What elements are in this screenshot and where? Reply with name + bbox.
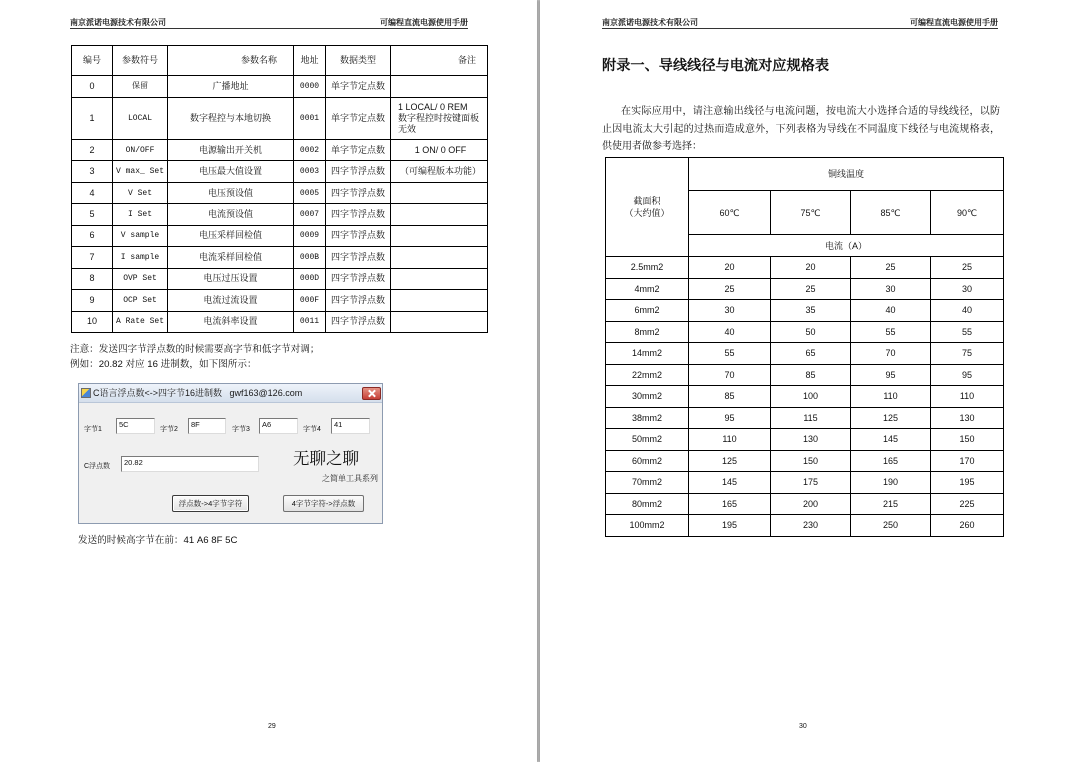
register-parameter-table bbox=[71, 45, 488, 333]
cell-current-60c: 110 bbox=[689, 429, 771, 451]
table-body bbox=[72, 76, 488, 333]
col-header-name: 参数名称 bbox=[168, 46, 294, 76]
cell-area: 80mm2 bbox=[606, 493, 689, 515]
cell-remark bbox=[391, 311, 488, 332]
table-row bbox=[606, 364, 1004, 386]
cell-name: 电压最大值设置 bbox=[168, 161, 294, 182]
cell-area: 22mm2 bbox=[606, 364, 689, 386]
cell-area: 100mm2 bbox=[606, 515, 689, 537]
table-row bbox=[72, 247, 488, 268]
cell-name: 电流采样回检值 bbox=[168, 247, 294, 268]
cell-number: 9 bbox=[72, 290, 113, 311]
cell-current-90c: 40 bbox=[931, 300, 1004, 322]
cell-address: 0009 bbox=[294, 225, 326, 246]
cell-current-90c: 30 bbox=[931, 278, 1004, 300]
byte1-field: 5C bbox=[116, 418, 155, 434]
table-row bbox=[72, 98, 488, 140]
cell-area: 8mm2 bbox=[606, 321, 689, 343]
cell-symbol: V sample bbox=[113, 225, 168, 246]
cell-current-75c: 230 bbox=[771, 515, 851, 537]
col-header-temp-60: 60℃ bbox=[689, 191, 771, 235]
cell-remark: 1 ON/ 0 OFF bbox=[391, 140, 488, 161]
byte-order-note: 注意：发送四字节浮点数的时候需要高字节和低字节对调； bbox=[70, 344, 320, 355]
col-header-area: 截面积 （大约值） bbox=[606, 158, 689, 257]
cell-area: 4mm2 bbox=[606, 278, 689, 300]
cell-current-75c: 115 bbox=[771, 407, 851, 429]
cell-symbol: OCP Set bbox=[113, 290, 168, 311]
cell-current-85c: 55 bbox=[851, 321, 931, 343]
cell-symbol: OVP Set bbox=[113, 268, 168, 289]
cell-current-90c: 195 bbox=[931, 472, 1004, 494]
table-row bbox=[606, 450, 1004, 472]
cell-data-type: 单字节定点数 bbox=[326, 76, 391, 98]
col-header-remark: 备注 bbox=[391, 46, 488, 76]
cell-current-90c: 225 bbox=[931, 493, 1004, 515]
cell-current-85c: 145 bbox=[851, 429, 931, 451]
table-row bbox=[72, 268, 488, 289]
float-field: 20.82 bbox=[121, 456, 259, 472]
cell-current-85c: 215 bbox=[851, 493, 931, 515]
cell-current-85c: 95 bbox=[851, 364, 931, 386]
cell-number: 2 bbox=[72, 140, 113, 161]
cell-current-75c: 150 bbox=[771, 450, 851, 472]
col-header-current: 电流（A） bbox=[689, 235, 1004, 257]
byte3-field: A6 bbox=[259, 418, 298, 434]
cell-area: 70mm2 bbox=[606, 472, 689, 494]
col-header-number: 编号 bbox=[72, 46, 113, 76]
cell-name: 电流预设值 bbox=[168, 204, 294, 225]
cell-address: 0007 bbox=[294, 204, 326, 225]
wire-gauge-current-table bbox=[605, 157, 1004, 537]
cell-symbol: V max_ Set bbox=[113, 161, 168, 182]
byte3-label: 字节3 bbox=[232, 426, 250, 433]
table-row bbox=[72, 311, 488, 332]
cell-current-60c: 195 bbox=[689, 515, 771, 537]
col-header-symbol: 参数符号 bbox=[113, 46, 168, 76]
brand-subtitle: 之简单工具系列 bbox=[322, 474, 378, 483]
brand-title: 无聊之聊 bbox=[293, 449, 359, 468]
col-header-data-type: 数据类型 bbox=[326, 46, 391, 76]
col-header-temp-85: 85℃ bbox=[851, 191, 931, 235]
header-manual-title: 可编程直流电源使用手册 bbox=[380, 17, 468, 27]
cell-data-type: 四字节浮点数 bbox=[326, 182, 391, 203]
cell-number: 10 bbox=[72, 311, 113, 332]
cell-current-90c: 25 bbox=[931, 257, 1004, 279]
cell-area: 2.5mm2 bbox=[606, 257, 689, 279]
table-body bbox=[606, 257, 1004, 537]
table-header-row bbox=[606, 158, 1004, 191]
cell-symbol: I sample bbox=[113, 247, 168, 268]
table-row bbox=[72, 161, 488, 182]
cell-remark: （可编程版本功能） bbox=[391, 161, 488, 182]
cell-data-type: 四字节浮点数 bbox=[326, 247, 391, 268]
byte4-label: 字节4 bbox=[303, 426, 321, 433]
col-header-temp-90: 90℃ bbox=[931, 191, 1004, 235]
cell-remark bbox=[391, 225, 488, 246]
cell-current-85c: 110 bbox=[851, 386, 931, 408]
cell-address: 000B bbox=[294, 247, 326, 268]
table-row bbox=[606, 493, 1004, 515]
cell-number: 7 bbox=[72, 247, 113, 268]
table-row bbox=[606, 386, 1004, 408]
header-rule bbox=[70, 28, 468, 29]
cell-address: 0011 bbox=[294, 311, 326, 332]
cell-remark bbox=[391, 247, 488, 268]
cell-area: 60mm2 bbox=[606, 450, 689, 472]
header-manual-title: 可编程直流电源使用手册 bbox=[910, 17, 998, 27]
cell-number: 1 bbox=[72, 98, 113, 140]
table-row bbox=[72, 182, 488, 203]
byte2-field: 8F bbox=[188, 418, 226, 434]
cell-current-75c: 100 bbox=[771, 386, 851, 408]
cell-current-60c: 40 bbox=[689, 321, 771, 343]
cell-remark bbox=[391, 268, 488, 289]
cell-data-type: 四字节浮点数 bbox=[326, 268, 391, 289]
cell-current-85c: 25 bbox=[851, 257, 931, 279]
cell-address: 0005 bbox=[294, 182, 326, 203]
cell-current-60c: 145 bbox=[689, 472, 771, 494]
col-header-temp-75: 75℃ bbox=[771, 191, 851, 235]
byte4-field: 41 bbox=[331, 418, 370, 434]
table-row bbox=[606, 321, 1004, 343]
cell-area: 38mm2 bbox=[606, 407, 689, 429]
table-row bbox=[72, 290, 488, 311]
cell-name: 电压过压设置 bbox=[168, 268, 294, 289]
cell-current-85c: 30 bbox=[851, 278, 931, 300]
intro-line: 供使用者做参考选择： bbox=[602, 141, 702, 152]
cell-symbol: I Set bbox=[113, 204, 168, 225]
cell-address: 0000 bbox=[294, 76, 326, 98]
cell-current-90c: 260 bbox=[931, 515, 1004, 537]
page-29 bbox=[0, 0, 537, 762]
cell-address: 000F bbox=[294, 290, 326, 311]
float-label: C浮点数 bbox=[84, 463, 111, 470]
dialog-title: C语言浮点数<->四字节16进制数 gwf163@126.com bbox=[93, 388, 303, 398]
header-company-name: 南京派诺电源技术有限公司 bbox=[602, 17, 698, 27]
cell-current-90c: 130 bbox=[931, 407, 1004, 429]
col-header-copper-temperature: 铜线温度 bbox=[689, 158, 1004, 191]
page-number: 29 bbox=[268, 723, 276, 730]
cell-remark bbox=[391, 290, 488, 311]
cell-current-60c: 85 bbox=[689, 386, 771, 408]
cell-current-60c: 25 bbox=[689, 278, 771, 300]
byte1-label: 字节1 bbox=[84, 426, 102, 433]
cell-address: 0002 bbox=[294, 140, 326, 161]
cell-number: 3 bbox=[72, 161, 113, 182]
cell-current-90c: 170 bbox=[931, 450, 1004, 472]
close-icon bbox=[368, 389, 376, 398]
col-header-address: 地址 bbox=[294, 46, 326, 76]
close-button bbox=[362, 387, 381, 400]
table-row bbox=[72, 225, 488, 246]
cell-current-60c: 30 bbox=[689, 300, 771, 322]
cell-current-85c: 40 bbox=[851, 300, 931, 322]
table-row bbox=[606, 515, 1004, 537]
cell-symbol: ON/OFF bbox=[113, 140, 168, 161]
cell-remark: 1 LOCAL/ 0 REM 数字程控时按键面板无效 bbox=[391, 98, 488, 140]
table-row bbox=[606, 472, 1004, 494]
cell-data-type: 单字节定点数 bbox=[326, 98, 391, 140]
cell-data-type: 四字节浮点数 bbox=[326, 204, 391, 225]
cell-remark bbox=[391, 182, 488, 203]
cell-current-90c: 75 bbox=[931, 343, 1004, 365]
cell-name: 电流过流设置 bbox=[168, 290, 294, 311]
cell-current-90c: 110 bbox=[931, 386, 1004, 408]
example-note: 例如：20.82 对应 16 进制数，如下图所示： bbox=[70, 359, 257, 370]
cell-area: 6mm2 bbox=[606, 300, 689, 322]
cell-name: 电源输出开关机 bbox=[168, 140, 294, 161]
bytes-to-float-button: 4字节字符->浮点数 bbox=[283, 495, 364, 512]
converter-dialog-screenshot bbox=[78, 383, 383, 524]
cell-name: 数字程控与本地切换 bbox=[168, 98, 294, 140]
appendix-title: 附录一、导线线径与电流对应规格表 bbox=[602, 58, 830, 74]
cell-address: 0001 bbox=[294, 98, 326, 140]
cell-name: 电压预设值 bbox=[168, 182, 294, 203]
byte2-label: 字节2 bbox=[160, 426, 178, 433]
cell-data-type: 四字节浮点数 bbox=[326, 161, 391, 182]
dialog-title-bar bbox=[79, 384, 382, 403]
cell-number: 8 bbox=[72, 268, 113, 289]
intro-paragraph bbox=[602, 103, 1000, 156]
app-icon bbox=[81, 388, 91, 398]
cell-current-85c: 70 bbox=[851, 343, 931, 365]
cell-current-60c: 55 bbox=[689, 343, 771, 365]
table-row bbox=[606, 300, 1004, 322]
table-row bbox=[72, 204, 488, 225]
cell-symbol: 保留 bbox=[113, 76, 168, 98]
cell-symbol: LOCAL bbox=[113, 98, 168, 140]
table-row bbox=[606, 343, 1004, 365]
table-header-row bbox=[72, 46, 488, 76]
cell-current-85c: 250 bbox=[851, 515, 931, 537]
header-rule bbox=[602, 28, 998, 29]
cell-symbol: A Rate Set bbox=[113, 311, 168, 332]
cell-current-85c: 125 bbox=[851, 407, 931, 429]
cell-address: 000D bbox=[294, 268, 326, 289]
table-row bbox=[72, 76, 488, 98]
cell-current-75c: 130 bbox=[771, 429, 851, 451]
cell-data-type: 四字节浮点数 bbox=[326, 311, 391, 332]
table-row bbox=[606, 407, 1004, 429]
cell-data-type: 单字节定点数 bbox=[326, 140, 391, 161]
cell-current-60c: 95 bbox=[689, 407, 771, 429]
cell-current-60c: 70 bbox=[689, 364, 771, 386]
cell-address: 0003 bbox=[294, 161, 326, 182]
cell-symbol: V Set bbox=[113, 182, 168, 203]
cell-area: 30mm2 bbox=[606, 386, 689, 408]
cell-number: 0 bbox=[72, 76, 113, 98]
cell-number: 4 bbox=[72, 182, 113, 203]
cell-data-type: 四字节浮点数 bbox=[326, 225, 391, 246]
cell-data-type: 四字节浮点数 bbox=[326, 290, 391, 311]
cell-current-90c: 95 bbox=[931, 364, 1004, 386]
table-row bbox=[606, 257, 1004, 279]
cell-remark bbox=[391, 204, 488, 225]
cell-number: 5 bbox=[72, 204, 113, 225]
cell-current-75c: 200 bbox=[771, 493, 851, 515]
cell-number: 6 bbox=[72, 225, 113, 246]
page-30 bbox=[540, 0, 1075, 762]
cell-remark bbox=[391, 76, 488, 98]
cell-name: 广播地址 bbox=[168, 76, 294, 98]
cell-area: 14mm2 bbox=[606, 343, 689, 365]
intro-line: 止因电流太大引起的过热而造成意外，下列表格为导线在不同温度下线径与电流规格表， bbox=[602, 123, 1000, 135]
cell-current-90c: 150 bbox=[931, 429, 1004, 451]
cell-area: 50mm2 bbox=[606, 429, 689, 451]
send-order-note: 发送的时候高字节在前：41 A6 8F 5C bbox=[78, 535, 238, 546]
cell-current-60c: 125 bbox=[689, 450, 771, 472]
cell-current-75c: 20 bbox=[771, 257, 851, 279]
cell-name: 电压采样回检值 bbox=[168, 225, 294, 246]
table-row bbox=[606, 429, 1004, 451]
cell-current-75c: 65 bbox=[771, 343, 851, 365]
cell-current-75c: 175 bbox=[771, 472, 851, 494]
table-row bbox=[72, 140, 488, 161]
cell-current-60c: 20 bbox=[689, 257, 771, 279]
cell-current-85c: 165 bbox=[851, 450, 931, 472]
cell-current-75c: 85 bbox=[771, 364, 851, 386]
header-company-name: 南京派诺电源技术有限公司 bbox=[70, 17, 166, 27]
cell-current-60c: 165 bbox=[689, 493, 771, 515]
page-number: 30 bbox=[799, 723, 807, 730]
table-row bbox=[606, 278, 1004, 300]
cell-current-75c: 50 bbox=[771, 321, 851, 343]
float-to-bytes-button: 浮点数->4字节字符 bbox=[172, 495, 249, 512]
cell-current-85c: 190 bbox=[851, 472, 931, 494]
intro-line: 在实际应用中，请注意输出线径与电流问题，按电流大小选择合适的导线线径，以防 bbox=[621, 106, 1000, 117]
cell-current-75c: 35 bbox=[771, 300, 851, 322]
cell-current-75c: 25 bbox=[771, 278, 851, 300]
cell-current-90c: 55 bbox=[931, 321, 1004, 343]
cell-name: 电流斜率设置 bbox=[168, 311, 294, 332]
